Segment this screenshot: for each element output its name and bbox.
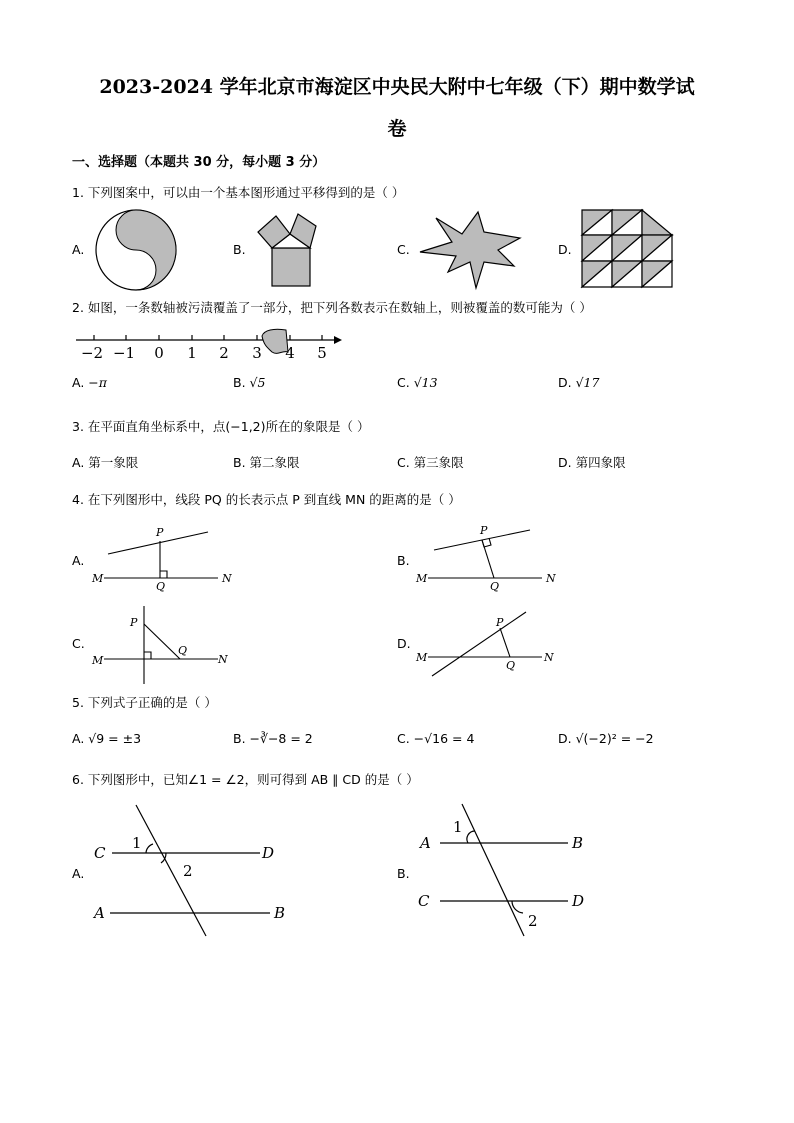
- section-heading: 一、选择题（本题共 30 分，每小题 3 分）: [72, 155, 326, 170]
- q6-figure-b: [416, 800, 596, 940]
- q1-label-b: B.: [233, 242, 246, 257]
- svg-text:Q: Q: [506, 659, 516, 672]
- svg-text:P: P: [496, 616, 504, 629]
- q5-option-d: D. √(−2)² = −2: [558, 731, 654, 746]
- svg-text:B: B: [274, 904, 286, 922]
- svg-text:M: M: [416, 572, 428, 585]
- svg-text:2: 2: [183, 862, 193, 880]
- question-1-stem: 1. 下列图案中，可以由一个基本图形通过平移得到的是（ ）: [72, 185, 405, 200]
- svg-text:Q: Q: [490, 580, 500, 593]
- question-5-stem: 5. 下列式子正确的是（ ）: [72, 695, 217, 710]
- q4-figure-a: [90, 524, 240, 592]
- q4-label-b: B.: [397, 553, 410, 568]
- q4-label-c: C.: [72, 636, 85, 651]
- q4-label-a: A.: [72, 553, 85, 568]
- q1-figure-c: [418, 210, 522, 290]
- q2-option-b: B. √5: [233, 375, 266, 390]
- svg-text:2: 2: [528, 912, 538, 930]
- svg-text:M: M: [92, 654, 104, 667]
- svg-text:P: P: [480, 524, 488, 537]
- tick-label: 4: [285, 344, 295, 362]
- q4-figure-c: [90, 604, 240, 686]
- q5-option-a: A. √9 = ±3: [72, 731, 142, 746]
- tick-label: 0: [154, 344, 164, 362]
- svg-text:Q: Q: [156, 580, 166, 593]
- svg-text:P: P: [156, 526, 164, 539]
- svg-text:D: D: [572, 892, 585, 910]
- svg-text:A: A: [94, 904, 105, 922]
- svg-text:N: N: [546, 572, 556, 585]
- svg-text:B: B: [572, 834, 584, 852]
- q6-label-b: B.: [397, 866, 410, 881]
- svg-text:N: N: [218, 653, 228, 666]
- svg-text:D: D: [262, 844, 275, 862]
- svg-text:N: N: [222, 572, 232, 585]
- question-3-stem: 3. 在平面直角坐标系中，点(−1,2)所在的象限是（ ）: [72, 419, 370, 434]
- q6-figure-a: [90, 800, 290, 940]
- q1-label-c: C.: [397, 242, 410, 257]
- q2-option-c: C. √13: [397, 375, 438, 390]
- q2-option-a: A. −π: [72, 375, 107, 390]
- svg-text:1: 1: [453, 818, 463, 836]
- page-title-continued: 卷: [387, 118, 407, 140]
- svg-text:M: M: [92, 572, 104, 585]
- svg-text:C: C: [418, 892, 430, 910]
- tick-label: 3: [252, 344, 262, 362]
- q2-option-d: D. √17: [558, 375, 600, 390]
- q2-number-line: [72, 322, 344, 362]
- tick-label: 2: [219, 344, 229, 362]
- svg-text:1: 1: [132, 834, 142, 852]
- tick-label: 5: [317, 344, 327, 362]
- q4-figure-d: [414, 606, 564, 680]
- q1-figure-a: [94, 208, 178, 292]
- question-4-stem: 4. 在下列图形中，线段 PQ 的长表示点 P 到直线 MN 的距离的是（ ）: [72, 492, 461, 507]
- svg-text:N: N: [544, 651, 554, 664]
- tick-label: −1: [112, 344, 136, 362]
- q3-option-d: D. 第四象限: [558, 455, 626, 470]
- q5-option-c: C. −√16 = 4: [397, 731, 475, 746]
- q6-label-a: A.: [72, 866, 85, 881]
- svg-text:P: P: [130, 616, 138, 629]
- question-6-stem: 6. 下列图形中，已知∠1 = ∠2，则可得到 AB ∥ CD 的是（ ）: [72, 772, 419, 787]
- q3-option-c: C. 第三象限: [397, 455, 464, 470]
- q3-option-b: B. 第二象限: [233, 455, 300, 470]
- q4-figure-b: [414, 524, 564, 592]
- q1-label-d: D.: [558, 242, 572, 257]
- tick-label: 1: [187, 344, 197, 362]
- q1-figure-b: [254, 212, 318, 288]
- svg-text:A: A: [420, 834, 431, 852]
- svg-text:C: C: [94, 844, 106, 862]
- tick-label: −2: [80, 344, 104, 362]
- question-2-stem: 2. 如图，一条数轴被污渍覆盖了一部分，把下列各数表示在数轴上，则被覆盖的数可能为（ ）: [72, 300, 592, 315]
- q5-option-b: B. −∛−8 = 2: [233, 731, 313, 746]
- q3-option-a: A. 第一象限: [72, 455, 139, 470]
- page-title: 2023-2024 学年北京市海淀区中央民大附中七年级（下）期中数学试: [99, 76, 695, 98]
- q1-label-a: A.: [72, 242, 85, 257]
- q2-stain: [262, 329, 288, 353]
- svg-text:M: M: [416, 651, 428, 664]
- svg-text:Q: Q: [178, 644, 188, 657]
- q4-label-d: D.: [397, 636, 411, 651]
- q1-figure-d: [581, 209, 675, 289]
